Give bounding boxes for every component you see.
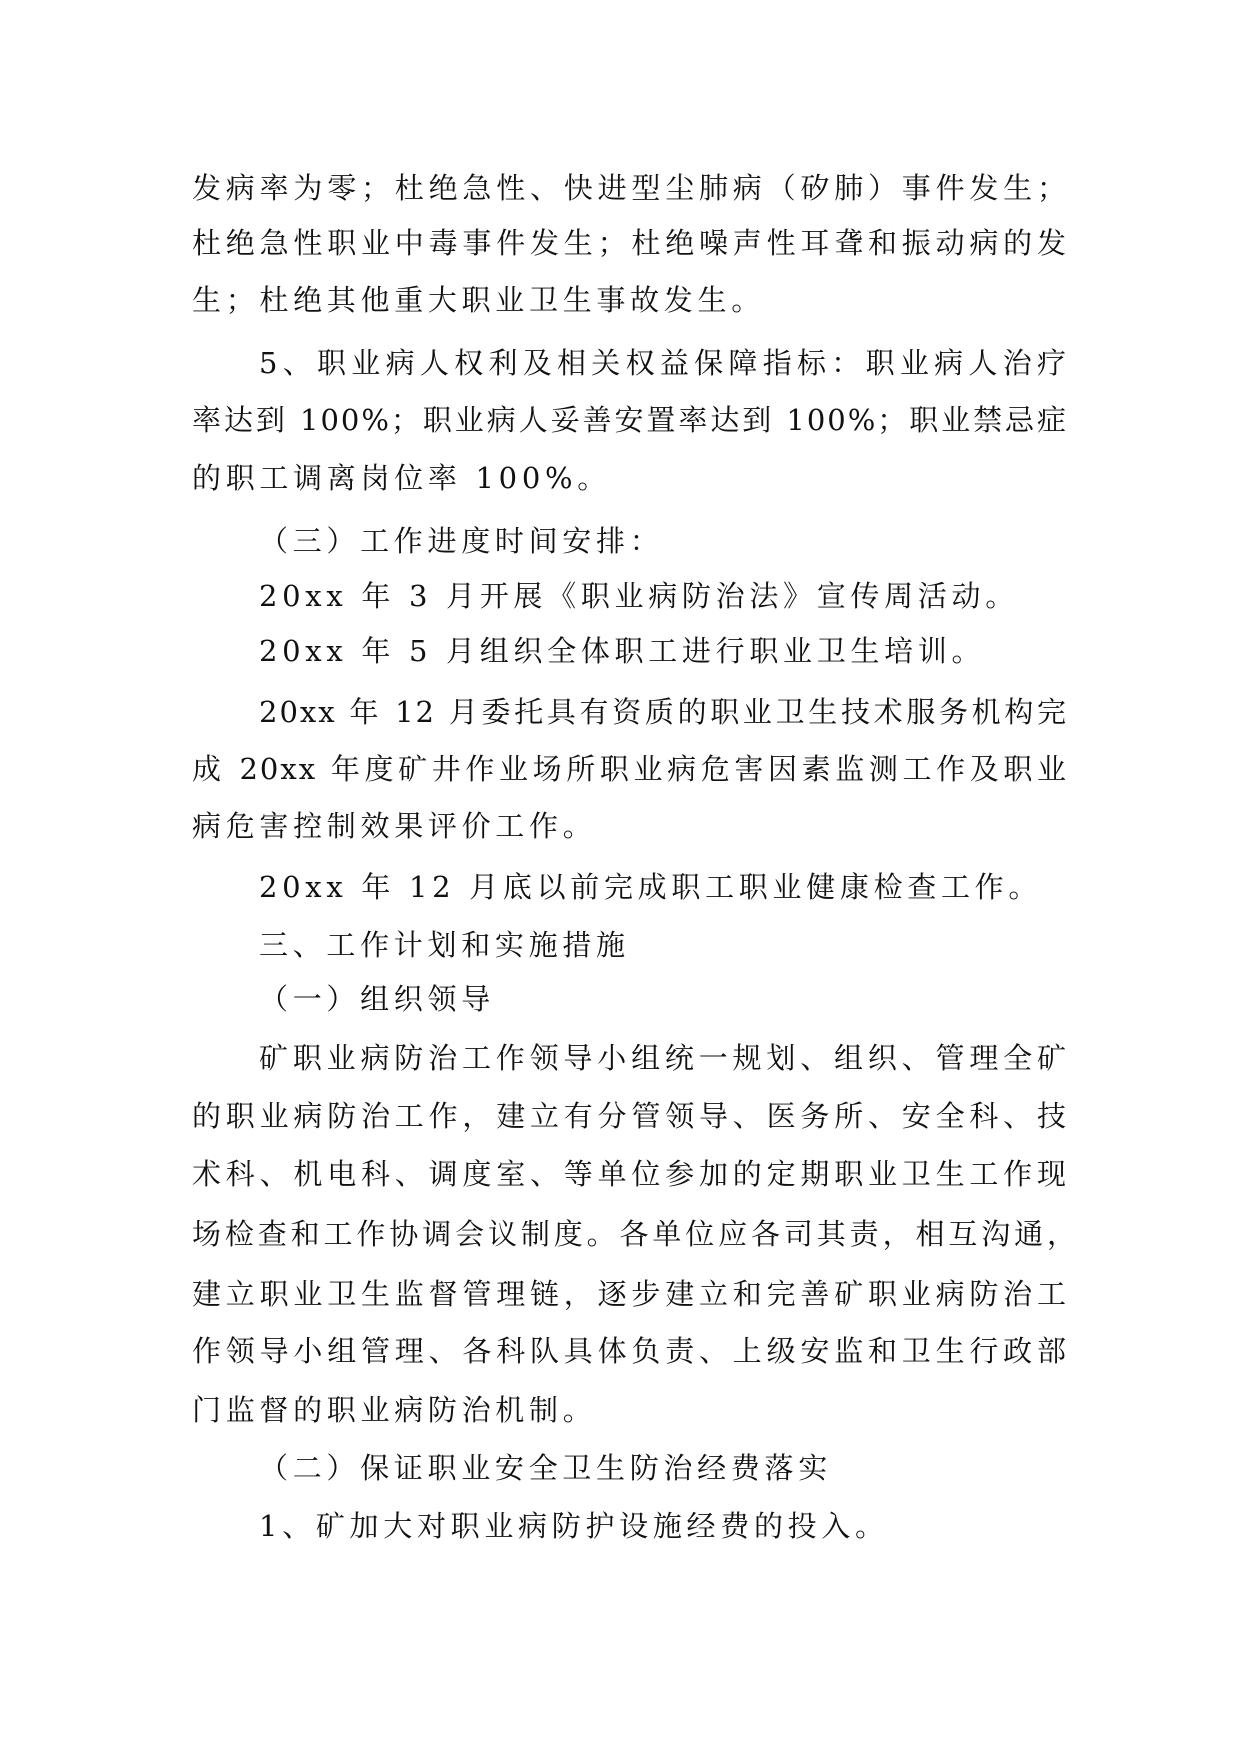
text-line: 率达到 100%；职业病人妥善安置率达到 100%；职业禁忌症 (192, 403, 1068, 437)
text-line: 术科、机电科、调度室、等单位参加的定期职业卫生工作现 (192, 1157, 1068, 1191)
text-line: 杜绝急性职业中毒事件发生；杜绝噪声性耳聋和振动病的发 (192, 226, 1068, 260)
section-heading-plan: 三、工作计划和实施措施 (259, 928, 630, 962)
text-line: 病危害控制效果评价工作。 (192, 809, 597, 843)
text-line: 门监督的职业病防治机制。 (192, 1393, 597, 1427)
text-line: 的职业病防治工作，建立有分管领导、医务所、安全科、技 (192, 1099, 1068, 1133)
funding-item-1: 1、矿加大对职业病防护设施经费的投入。 (259, 1509, 889, 1543)
text-line: 作领导小组管理、各科队具体负责、上级安监和卫生行政部 (192, 1334, 1068, 1368)
section-heading-schedule: （三）工作进度时间安排： (259, 524, 664, 558)
text-line: 场检查和工作协调会议制度。各单位应各司其责，相互沟通， (192, 1217, 1078, 1251)
text-line: 建立职业卫生监督管理链，逐步建立和完善矿职业病防治工 (192, 1277, 1068, 1311)
text-line: 生；杜绝其他重大职业卫生事故发生。 (192, 283, 765, 317)
text-line: 成 20xx 年度矿井作业场所职业病危害因素监测工作及职业 (192, 752, 1068, 786)
subsection-heading-leadership: （一）组织领导 (259, 982, 495, 1016)
schedule-item-march: 20xx 年 3 月开展《职业病防治法》宣传周活动。 (259, 579, 1019, 613)
text-line: 20xx 年 12 月委托具有资质的职业卫生技术服务机构完 (259, 695, 1068, 729)
subsection-heading-funding: （二）保证职业安全卫生防治经费落实 (259, 1451, 832, 1485)
text-line: 的职工调离岗位率 100%。 (192, 461, 611, 495)
text-line: 发病率为零；杜绝急性、快进型尘肺病（矽肺）事件发生； (192, 171, 1068, 205)
schedule-item-december-health-check: 20xx 年 12 月底以前完成职工职业健康检查工作。 (259, 870, 1043, 904)
schedule-item-may: 20xx 年 5 月组织全体职工进行职业卫生培训。 (259, 634, 986, 668)
text-line: 矿职业病防治工作领导小组统一规划、组织、管理全矿 (259, 1041, 1068, 1075)
text-line: 5、职业病人权利及相关权益保障指标：职业病人治疗 (259, 346, 1068, 380)
